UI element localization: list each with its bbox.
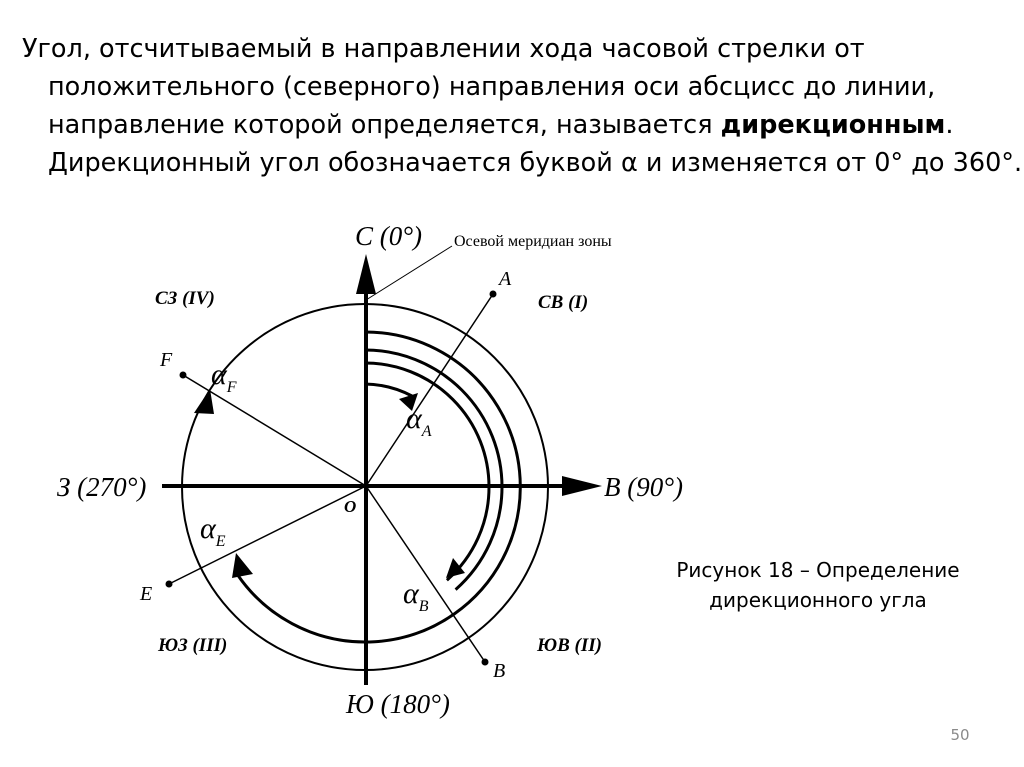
page-number: 50 bbox=[950, 726, 970, 744]
alpha-a-symbol: α bbox=[406, 402, 422, 435]
point-e-label: E bbox=[140, 583, 153, 605]
alpha-b-symbol: α bbox=[403, 577, 419, 610]
alpha-e-symbol: α bbox=[200, 512, 216, 545]
west-label: З (270°) bbox=[57, 472, 147, 502]
quadrant-3-label: ЮЗ (III) bbox=[158, 635, 228, 656]
quadrant-4-label: СЗ (IV) bbox=[155, 288, 215, 309]
point-b bbox=[482, 659, 489, 666]
figure-caption bbox=[648, 555, 988, 615]
quadrant-1-label: СВ (I) bbox=[538, 292, 589, 313]
caption-line-1: Рисунок 18 – Определение bbox=[676, 558, 960, 582]
north-arrowhead bbox=[356, 254, 376, 294]
paragraph-line-4: Дирекционный угол обозначается буквой α и изменяется от 0° до 360°. bbox=[48, 148, 1023, 178]
alpha-b-label bbox=[403, 577, 429, 615]
point-f bbox=[180, 372, 187, 379]
south-label: Ю (180°) bbox=[346, 689, 450, 719]
point-a-label: A bbox=[499, 268, 512, 290]
north-label: С (0°) bbox=[355, 221, 423, 251]
east-arrowhead bbox=[562, 476, 602, 496]
meridian-label: Осевой меридиан зоны bbox=[454, 233, 612, 250]
alpha-f-symbol: α bbox=[211, 358, 227, 391]
alpha-a-label bbox=[406, 402, 432, 440]
origin-label: O bbox=[344, 497, 357, 516]
arrowhead-alpha-e bbox=[232, 553, 253, 578]
point-e bbox=[166, 581, 173, 588]
point-b-label: B bbox=[493, 660, 506, 682]
alpha-e-subscript: E bbox=[215, 533, 226, 550]
alpha-f-label bbox=[211, 358, 237, 396]
line-to-a bbox=[366, 294, 493, 486]
point-f-label: F bbox=[160, 349, 173, 371]
arc-alpha-b bbox=[365, 363, 489, 580]
alpha-a-subscript: A bbox=[421, 423, 432, 440]
paragraph-line-3-text: направление которой определяется, называется bbox=[48, 110, 721, 140]
line-to-e bbox=[169, 486, 366, 584]
quadrant-2-label: ЮВ (II) bbox=[537, 635, 602, 656]
east-label: В (90°) bbox=[604, 472, 684, 502]
meridian-pointer bbox=[366, 246, 452, 300]
line-to-f bbox=[183, 375, 366, 486]
alpha-b-subscript: B bbox=[418, 598, 429, 615]
point-a bbox=[490, 291, 497, 298]
term-directional: дирекционным bbox=[720, 110, 946, 140]
arrowhead-alpha-b bbox=[446, 558, 465, 578]
paragraph-line-2: положительного (северного) направления оси абсцисс до линии, bbox=[48, 72, 936, 102]
caption-line-2: дирекционного угла bbox=[709, 588, 927, 612]
arc-alpha-a-small bbox=[365, 384, 412, 396]
paragraph-line-1: Угол, отсчитываемый в направлении хода часовой стрелки от bbox=[22, 34, 865, 64]
line-to-b bbox=[366, 486, 485, 662]
alpha-f-subscript: F bbox=[226, 379, 237, 396]
paragraph-line-3-end: . bbox=[945, 110, 954, 140]
alpha-e-label bbox=[200, 512, 226, 550]
